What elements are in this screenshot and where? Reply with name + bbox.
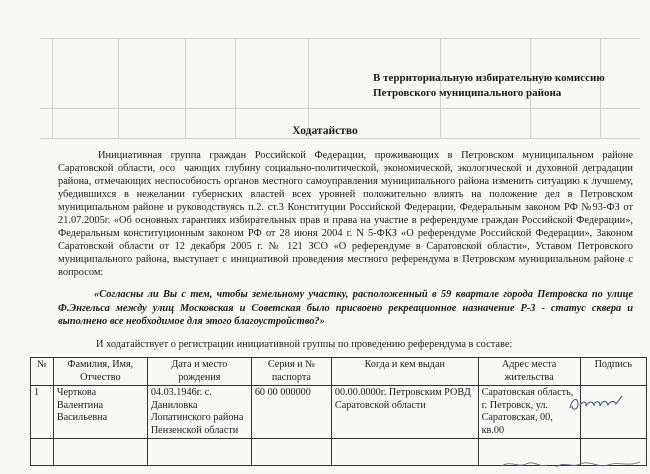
- header-issued: Когда и кем выдан: [331, 358, 478, 386]
- cell-birth: 04.03.1946г. с. Даниловка Лопатинского района Пензенской области: [147, 386, 251, 439]
- cell-issued: 00.00.0000г. Петровским РОВД Саратовской области: [331, 386, 478, 439]
- petition-body: [58, 149, 633, 279]
- referendum-question: «Согласны ли Вы с тем, чтобы земельному участку, расположенный в 59 квартале города Петровска по улице Ф.Энгельса между улиц Московская и Советская было присвоено рекреационное назначение Р-3 - статус сквера и выполнено все необходимое для этого благоустройство?»: [58, 289, 633, 327]
- cell-address: Саратовская область, г. Петровск, ул. Саратовская, 00, кв.00: [478, 386, 580, 439]
- cell-passport: 60 00 000000: [251, 386, 331, 439]
- table-row: [31, 386, 647, 439]
- header-no: №: [31, 358, 54, 386]
- initiative-group-table: [30, 357, 647, 466]
- addressee-line-1: В территориальную избирательную комиссию: [373, 72, 605, 84]
- header-passport: Серия и № паспорта: [251, 358, 331, 386]
- closing-sentence: И ходатайствует о регистрации инициативной группы по проведению референдума в составе:: [96, 339, 513, 350]
- margin-handwriting: [500, 456, 648, 472]
- addressee-block: [373, 71, 643, 101]
- cell-name: Черткова Валентина Васильевна: [53, 386, 147, 439]
- header-name: Фамилия, Имя, Отчество: [53, 358, 147, 386]
- table-header-row: [31, 358, 647, 386]
- handwritten-signature: [566, 392, 626, 416]
- header-address: Адрес места жительства: [478, 358, 580, 386]
- header-signature: Подпись: [580, 358, 646, 386]
- cell-no: 1: [31, 386, 54, 439]
- document-title: Ходатайство: [292, 125, 358, 137]
- addressee-line-2: Петровского муниципального района: [373, 87, 562, 99]
- header-birth: Дата и место рождения: [147, 358, 251, 386]
- body-paragraph: Инициативная группа граждан Российской Федерации, проживающих в Петровском муниципальном районе Саратовской области, осо чающих глубину социально-политической, экономической, экологической и духовной деградации района, отмечающих неспособность органов местного самоуправления муниципального района изменить ситуацию к лучшему, убедившихся в нежелании губернских властей всех уровней положительно влиять на положение дел в Петровском муниципальном районе и руководствуясь п.2. ст.3 Конституции Российской Федерации, Федеральным законом РФ №93-ФЗ от 21.07.2005г. «Об основных гарантиях избирательных прав и права на участие в референдуме граждан Российской Федерации», Федеральным конституционным законом РФ от 28 июня 2004 г. N 5-ФКЗ «О референдуме Российской Федерации», Законом Саратовской области от 12 декабря 2005 г. № 121 ЗСО «О референдуме в Саратовской области», Уставом Петровского муниципального района, выступает с инициативой проведения местного референдума в Петровском муниципальном районе с вопросом:: [58, 150, 633, 278]
